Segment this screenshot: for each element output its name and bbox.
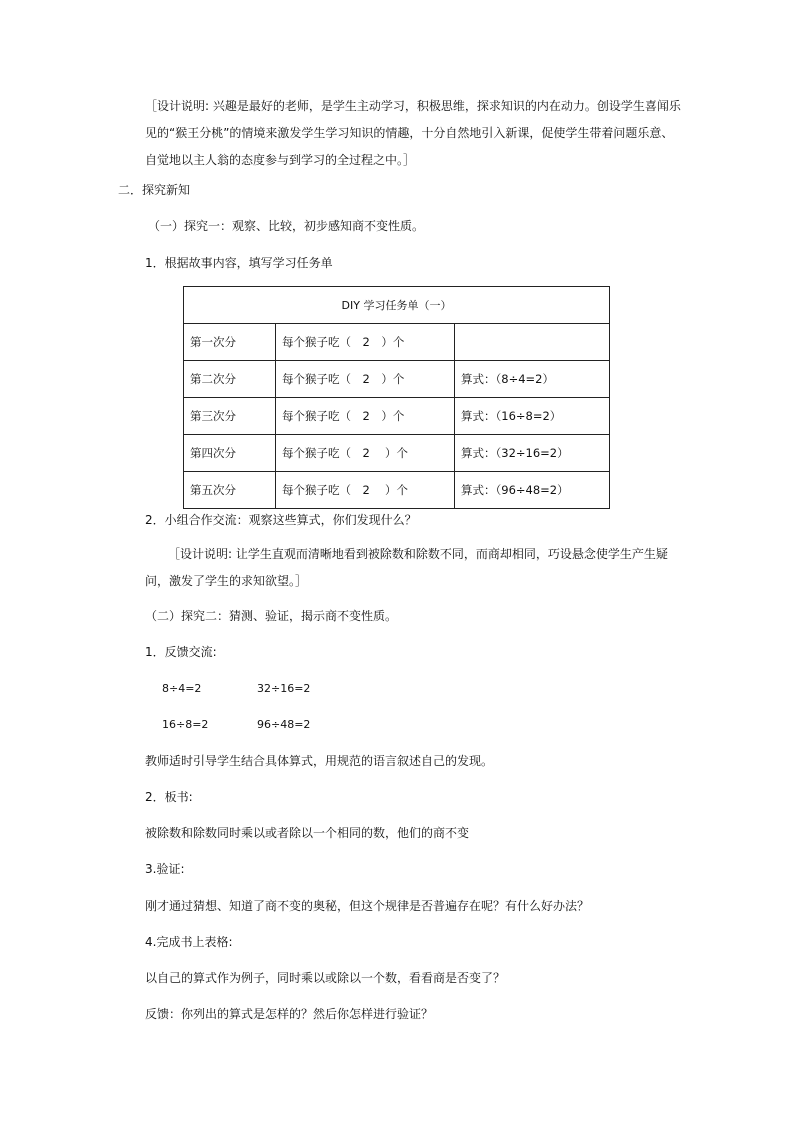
table-row (184, 398, 610, 435)
row-formula (455, 324, 610, 361)
item-2-title: 2．小组合作交流：观察这些算式，你们发现什么？ (145, 513, 417, 527)
table-row (184, 435, 610, 472)
row-label: 第二次分 (184, 361, 276, 398)
row-label: 第四次分 (184, 435, 276, 472)
design-note-2: ［设计说明: 让学生直观而清晰地看到被除数和除数不同，而商却相同，巧设悬念使学生产生疑问，激发了学生的求知欲望。］ (145, 547, 668, 588)
row-formula: 算式：（96÷48=2） (455, 472, 610, 509)
board-text: 被除数和除数同时乘以或者除以一个相同的数，他们的商不变 (145, 826, 470, 840)
equation: 16÷8=2 (162, 718, 209, 731)
design-note-intro: ［设计说明: 兴趣是最好的老师，是学生主动学习，积极思维，探求知识的内在动力。创设学生喜闻乐见的“猴王分桃”的情境来激发学生学习知识的情趣，十分自然地引入新课，促使学生带着问题乐意、自觉地以主人翁的态度参与到学习的全过程之中。］ (145, 99, 681, 167)
verify-text: 刚才通过猜想、知道了商不变的奥秘，但这个规律是否普遍存在呢？有什么好办法？ (145, 899, 590, 913)
row-formula: 算式：（8÷4=2） (455, 361, 610, 398)
complete-feedback: 反馈：你列出的算式是怎样的？然后你怎样进行验证？ (145, 1007, 434, 1021)
row-eat: 每个猴子吃（ 2 ）个 (276, 435, 455, 472)
section-title-explore: 二．探究新知 (118, 183, 191, 197)
row-label: 第五次分 (184, 472, 276, 509)
row-formula: 算式：（16÷8=2） (455, 398, 610, 435)
table-title: DIY 学习任务单（一） (184, 287, 610, 324)
equation: 96÷48=2 (257, 718, 311, 731)
row-label: 第三次分 (184, 398, 276, 435)
row-eat: 每个猴子吃（ 2 ）个 (276, 398, 455, 435)
teacher-guide-text: 教师适时引导学生结合具体算式，用规范的语言叙述自己的发现。 (145, 754, 494, 768)
complete-title: 4.完成书上表格: (145, 935, 233, 949)
table-header-row (184, 287, 610, 324)
verify-title: 3.验证: (145, 862, 185, 876)
inquiry-1-title: （一）探究一：观察、比较，初步感知商不变性质。 (148, 219, 425, 233)
item-1-title: 1．根据故事内容，填写学习任务单 (145, 256, 333, 270)
row-eat: 每个猴子吃（ 2 ）个 (276, 361, 455, 398)
equation: 8÷4=2 (162, 682, 202, 695)
equation: 32÷16=2 (257, 682, 311, 695)
board-title: 2．板书: (145, 790, 193, 804)
table-row (184, 361, 610, 398)
row-formula: 算式：（32÷16=2） (455, 435, 610, 472)
row-eat: 每个猴子吃（ 2 ）个 (276, 324, 455, 361)
table-row (184, 472, 610, 509)
table-row (184, 324, 610, 361)
row-eat: 每个猴子吃（ 2 ）个 (276, 472, 455, 509)
feedback-title: 1．反馈交流: (145, 645, 217, 659)
inquiry-2-title: （二）探究二：猜测、验证，揭示商不变性质。 (145, 609, 398, 623)
task-table (183, 286, 610, 509)
row-label: 第一次分 (184, 324, 276, 361)
complete-text: 以自己的算式作为例子，同时乘以或除以一个数，看看商是否变了？ (145, 971, 506, 985)
